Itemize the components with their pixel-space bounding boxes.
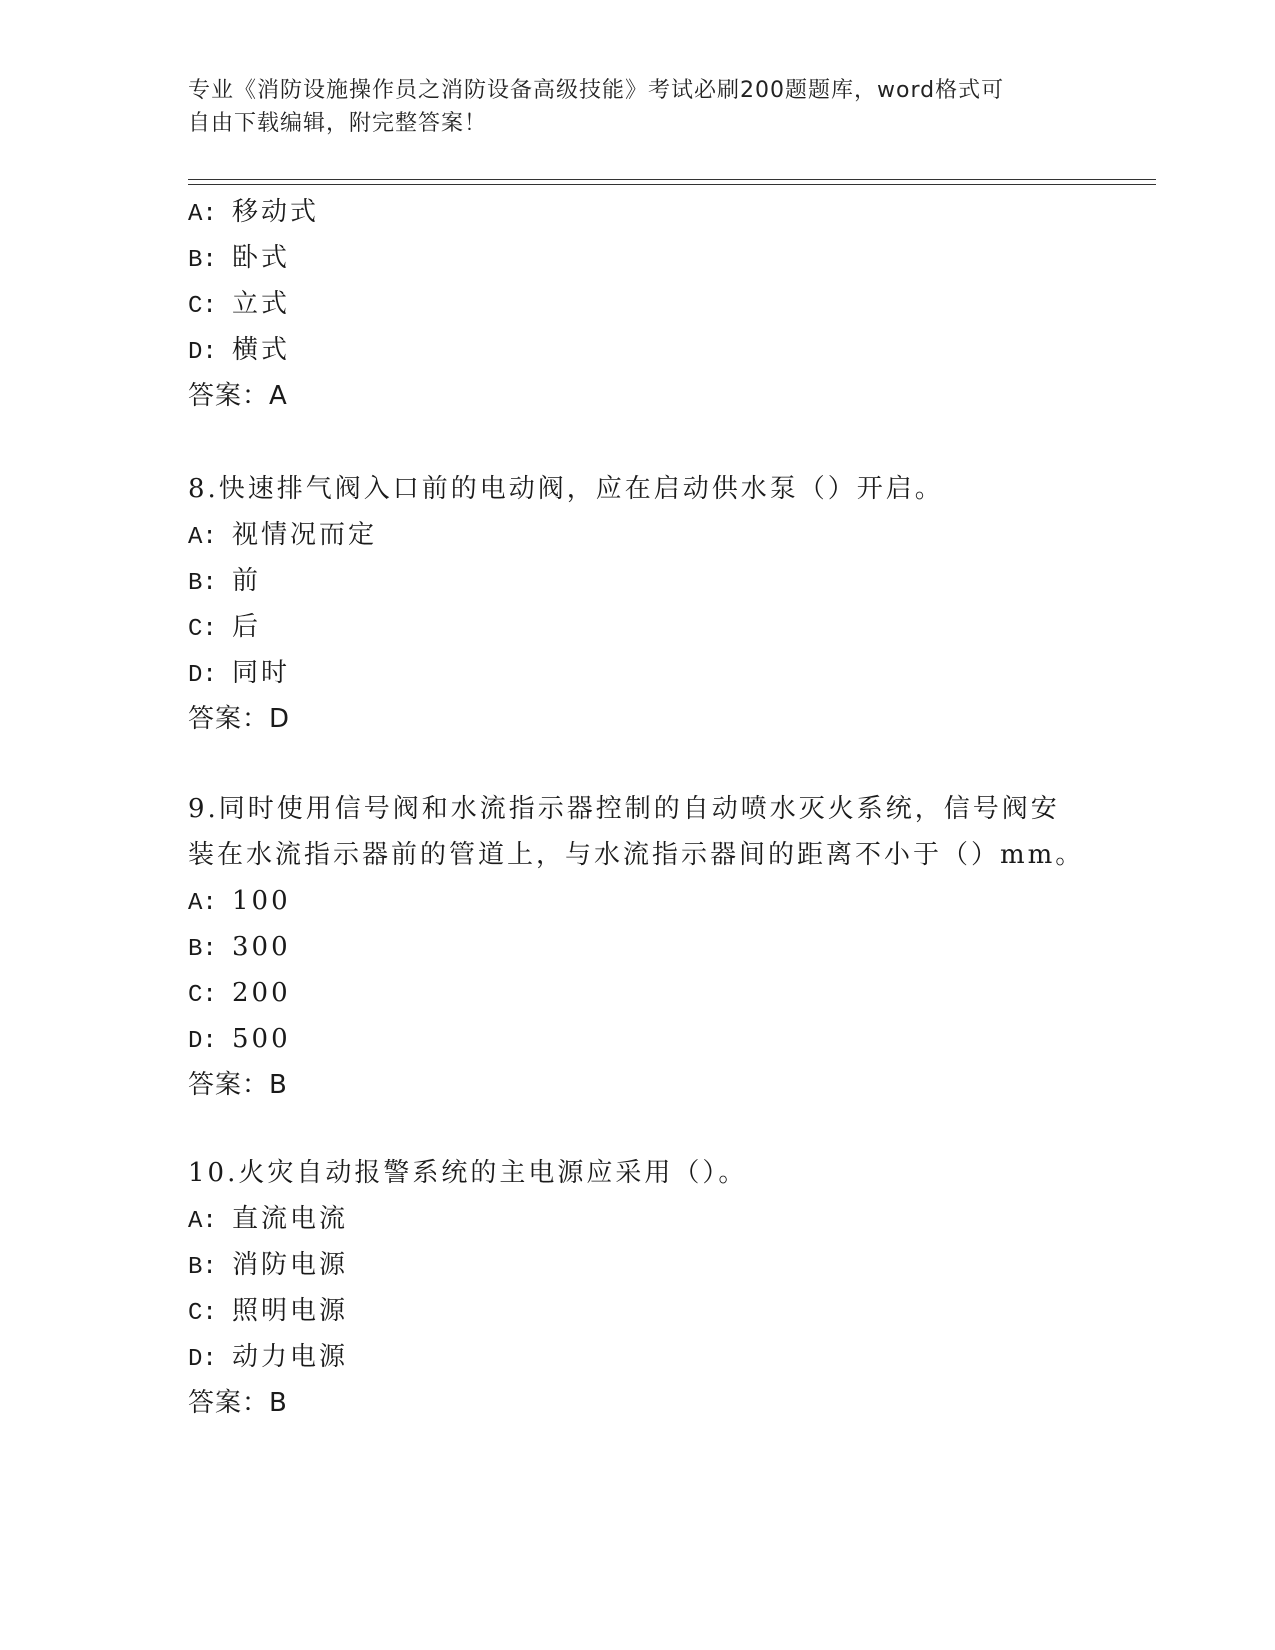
question-text: 10.火灾自动报警系统的主电源应采用（）。 [188, 1158, 748, 1188]
answer: 答案：A [188, 381, 288, 411]
option-b: B: 消防电源 [188, 1250, 349, 1281]
header-line-2: 自由下载编辑，附完整答案！ [188, 111, 488, 136]
document-header [188, 74, 1088, 140]
option-a: A: 100 [188, 886, 291, 917]
option-a: A: 移动式 [188, 197, 320, 228]
option-c: C: 立式 [188, 289, 291, 320]
answer: 答案：B [188, 1070, 288, 1100]
answer: 答案：D [188, 704, 291, 734]
question-text-line-2: 装在水流指示器前的管道上，与水流指示器间的距离不小于（）mm。 [188, 840, 1085, 870]
option-c: C: 后 [188, 612, 262, 643]
question-8 [188, 466, 1088, 742]
question-text: 8.快速排气阀入口前的电动阀，应在启动供水泵（）开启。 [188, 474, 944, 504]
option-b: B: 前 [188, 566, 262, 597]
option-d: D: 500 [188, 1024, 291, 1055]
option-b: B: 300 [188, 932, 291, 963]
option-a: A: 直流电流 [188, 1204, 349, 1235]
question-7 [188, 189, 1088, 419]
option-d: D: 同时 [188, 658, 291, 689]
header-divider-top [188, 179, 1156, 180]
option-a: A: 视情况而定 [188, 520, 378, 551]
option-b: B: 卧式 [188, 243, 291, 274]
answer: 答案：B [188, 1388, 288, 1418]
question-text-line-1: 9.同时使用信号阀和水流指示器控制的自动喷水灭火系统，信号阀安 [188, 794, 1060, 824]
header-line-1: 专业《消防设施操作员之消防设备高级技能》考试必刷200题题库，word格式可 [188, 78, 1005, 103]
question-9 [188, 786, 1088, 1108]
option-d: D: 横式 [188, 335, 291, 366]
option-c: C: 200 [188, 978, 291, 1009]
option-d: D: 动力电源 [188, 1342, 349, 1373]
header-divider-bottom [188, 184, 1156, 185]
option-c: C: 照明电源 [188, 1296, 349, 1327]
question-10 [188, 1150, 1088, 1426]
